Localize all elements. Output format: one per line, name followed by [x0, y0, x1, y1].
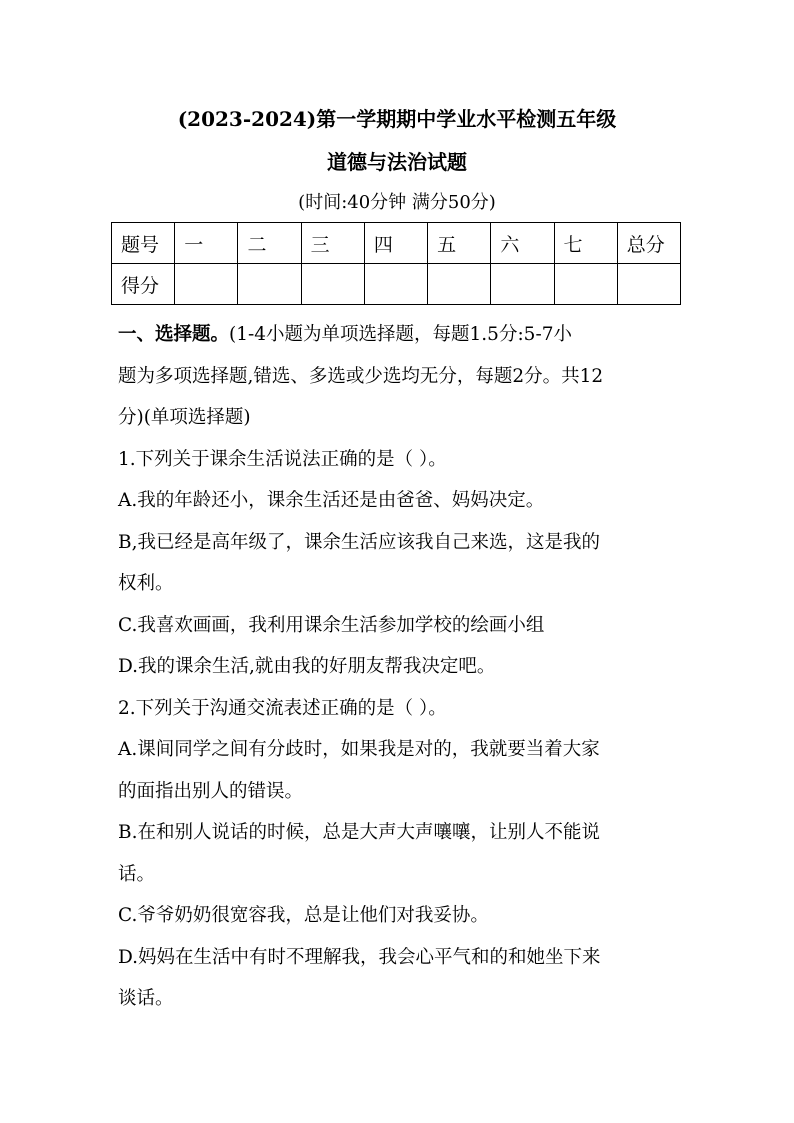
score-blank-cell — [428, 264, 491, 305]
exam-subject: 道德与法治试题 — [327, 150, 467, 174]
section-instructions-line: 分)(单项选择题) — [118, 407, 251, 428]
score-cell: 六 — [491, 223, 554, 264]
question-option: B.在和别人说话的时候，总是大声大声嚷嚷，让别人不能说 — [118, 822, 600, 843]
score-table-score-row — [112, 264, 681, 305]
score-blank-cell — [175, 264, 238, 305]
score-row-label: 得分 — [112, 264, 175, 305]
exam-meta: (时间:40分钟 满分50分) — [298, 192, 496, 213]
section-instructions: (1-4小题为单项选择题，每题1.5分:5-7小 — [229, 324, 572, 345]
question-stem: 1.下列关于课余生活说法正确的是（ ）。 — [118, 448, 447, 470]
section-heading — [118, 314, 674, 356]
section-instructions-line: 题为多项选择题,错选、多选或少选均无分，每题2分。共12 — [118, 365, 604, 387]
score-cell: 四 — [364, 223, 427, 264]
exam-body — [118, 314, 674, 1020]
score-cell: 二 — [238, 223, 301, 264]
score-blank-cell — [238, 264, 301, 305]
score-blank-cell — [617, 264, 680, 305]
question-option: D.我的课余生活,就由我的好朋友帮我决定吧。 — [118, 656, 496, 677]
score-blank-cell — [491, 264, 554, 305]
score-cell: 题号 — [112, 223, 175, 264]
exam-title: (2023-2024)第一学期期中学业水平检测五年级 — [177, 107, 617, 131]
question-option: A.课间同学之间有分歧时，如果我是对的，我就要当着大家 — [118, 739, 600, 760]
score-table — [111, 222, 681, 305]
score-blank-cell — [554, 264, 617, 305]
question-option-continuation: 的面指出别人的错误。 — [118, 780, 304, 802]
score-table-header-row — [112, 223, 681, 264]
question-option: A.我的年龄还小，课余生活还是由爸爸、妈妈决定。 — [118, 490, 545, 511]
question-option: D.妈妈在生活中有时不理解我，我会心平气和的和她坐下来 — [118, 946, 601, 968]
question-option-continuation: 权利。 — [118, 573, 174, 594]
question-option-continuation: 谈话。 — [118, 988, 174, 1009]
question-option: C.爷爷奶奶很宽容我，总是让他们对我妥协。 — [118, 905, 489, 926]
score-cell: 总分 — [617, 223, 680, 264]
score-cell: 七 — [554, 223, 617, 264]
section-label: 一、选择题。 — [118, 324, 230, 345]
score-cell: 五 — [428, 223, 491, 264]
score-cell: 一 — [175, 223, 238, 264]
score-cell: 三 — [301, 223, 364, 264]
question-stem: 2.下列关于沟通交流表述正确的是（ ）。 — [118, 697, 447, 719]
score-blank-cell — [301, 264, 364, 305]
score-blank-cell — [364, 264, 427, 305]
question-option: C.我喜欢画画，我利用课余生活参加学校的绘画小组 — [118, 614, 545, 636]
question-option: B,我已经是高年级了，课余生活应该我自己来选，这是我的 — [118, 531, 600, 553]
question-option-continuation: 话。 — [118, 863, 156, 885]
